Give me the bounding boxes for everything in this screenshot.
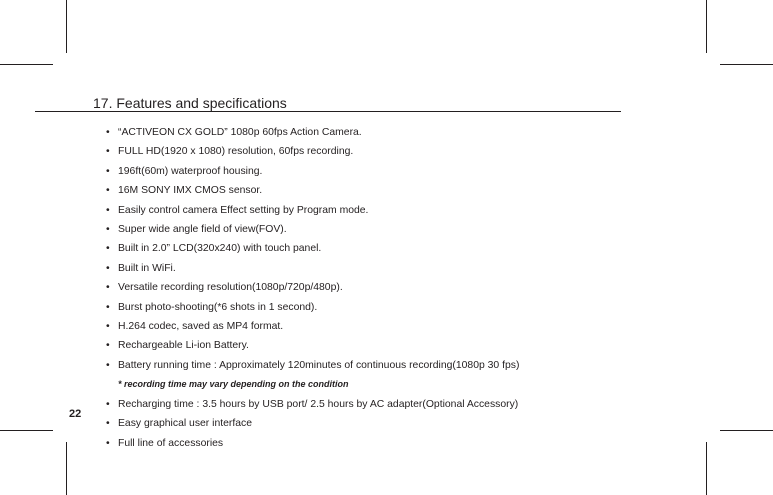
feature-text: Super wide angle field of view(FOV). (118, 224, 287, 236)
bullet-icon: • (106, 437, 110, 449)
crop-mark (706, 0, 707, 53)
feature-text: Recharging time : 3.5 hours by USB port/ 2.5 hours by AC adapter(Optional Accessory) (118, 398, 519, 410)
bullet-icon: • (106, 359, 110, 371)
feature-text: 196ft(60m) waterproof housing. (118, 165, 263, 177)
feature-item (106, 162, 519, 181)
battery-note (106, 375, 519, 394)
feature-text: Rechargeable Li-ion Battery. (118, 340, 249, 352)
page-number: 22 (69, 408, 82, 420)
feature-item (106, 123, 519, 142)
bullet-icon: • (106, 127, 110, 138)
feature-text: FULL HD(1920 x 1080) resolution, 60fps recording. (118, 146, 354, 158)
feature-item (106, 298, 519, 317)
feature-text: H.264 codec, saved as MP4 format. (118, 321, 284, 333)
crop-mark (0, 64, 53, 65)
feature-item (106, 201, 519, 220)
feature-item (106, 336, 519, 355)
feature-item (106, 356, 519, 375)
feature-text: Built in 2.0” LCD(320x240) with touch panel. (118, 243, 322, 255)
feature-text: Full line of accessories (118, 437, 224, 449)
feature-text: “ACTIVEON CX GOLD” 1080p 60fps Action Camera. (118, 127, 362, 138)
bullet-icon: • (106, 224, 110, 236)
crop-mark (0, 430, 53, 431)
crop-mark (720, 64, 773, 65)
feature-item (106, 434, 519, 453)
feature-item (106, 317, 519, 336)
feature-item (106, 414, 519, 433)
feature-text: Versatile recording resolution(1080p/720p/480p). (118, 282, 343, 294)
bullet-icon: • (106, 204, 110, 216)
bullet-icon: • (106, 398, 110, 410)
feature-item (106, 220, 519, 239)
bullet-icon: • (106, 301, 110, 313)
bullet-icon: • (106, 146, 110, 158)
feature-list (106, 123, 519, 453)
title-rule (35, 111, 621, 112)
feature-text: Burst photo-shooting(*6 shots in 1 second). (118, 301, 318, 313)
bullet-icon: • (106, 282, 110, 294)
feature-text: Easily control camera Effect setting by Program mode. (118, 204, 369, 216)
bullet-icon: • (106, 185, 110, 197)
feature-text: Built in WiFi. (118, 262, 176, 274)
bullet-icon: • (106, 418, 110, 430)
crop-mark (706, 442, 707, 495)
battery-note-text: * recording time may vary depending on the condition (118, 379, 349, 390)
bullet-icon: • (106, 243, 110, 255)
bullet-icon: • (106, 262, 110, 274)
feature-item (106, 259, 519, 278)
crop-mark (66, 442, 67, 495)
feature-item (106, 142, 519, 161)
feature-item (106, 181, 519, 200)
feature-text: Easy graphical user interface (118, 418, 252, 430)
crop-mark (66, 0, 67, 53)
feature-item (106, 278, 519, 297)
feature-item (106, 395, 519, 414)
bullet-icon: • (106, 340, 110, 352)
feature-text: 16M SONY IMX CMOS sensor. (118, 185, 263, 197)
feature-text: Battery running time : Approximately 120minutes of continuous recording(1080p 30 fps) (118, 359, 520, 371)
crop-mark (720, 430, 773, 431)
bullet-icon: • (106, 321, 110, 333)
feature-item (106, 239, 519, 258)
bullet-icon: • (106, 165, 110, 177)
section-title: 17. Features and specifications (93, 95, 287, 111)
